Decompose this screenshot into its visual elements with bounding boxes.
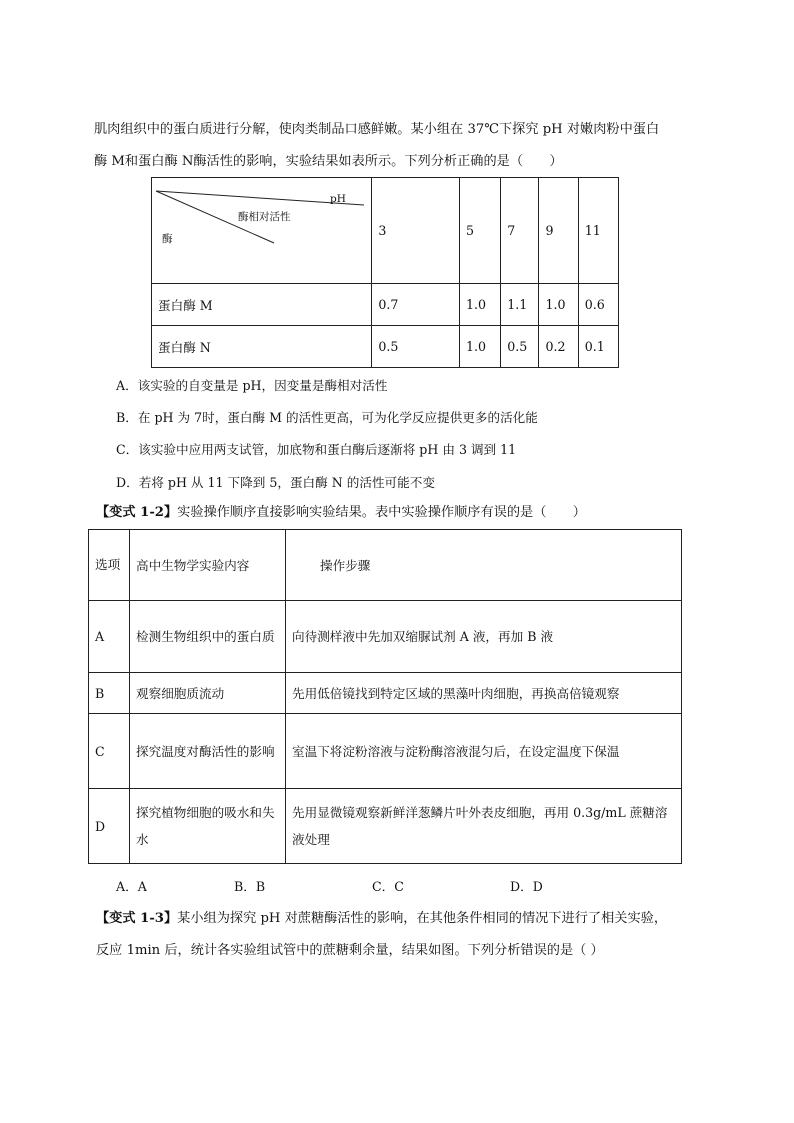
header-content: 高中生物学实验内容 <box>130 530 286 601</box>
table-cell: 0.5 <box>501 326 539 368</box>
table-cell: 1.0 <box>459 284 500 326</box>
table-cell: 0.2 <box>539 326 578 368</box>
q1-option-d: D．若将 pH 从 11 下降到 5，蛋白酶 N 的活性可能不变 <box>116 475 435 490</box>
row-content: 探究植物细胞的吸水和失水 <box>130 789 286 864</box>
ph-header-9: 9 <box>539 178 578 284</box>
row-option: D <box>89 789 130 864</box>
table-row <box>152 284 619 326</box>
answer-a: A．A <box>116 879 147 894</box>
table-cell: 0.5 <box>372 326 460 368</box>
ph-header-3: 3 <box>372 178 460 284</box>
q3-line-1 <box>96 908 667 930</box>
row-content: 探究温度对酶活性的影响 <box>130 714 286 789</box>
table-row <box>89 789 682 864</box>
row-steps: 向待测样液中先加双缩脲试剂 A 液，再加 B 液 <box>286 601 682 673</box>
q2-stem <box>96 502 586 524</box>
answer-d: D．D <box>510 879 543 894</box>
table-cell: 1.0 <box>459 326 500 368</box>
ph-header-5: 5 <box>459 178 500 284</box>
row-option: C <box>89 714 130 789</box>
row-option: B <box>89 673 130 714</box>
table-cell: 1.0 <box>539 284 578 326</box>
intro-line-2: 酶 M和蛋白酶 N酶活性的影响，实验结果如表所示。下列分析正确的是（ ） <box>94 154 563 169</box>
table-row <box>89 714 682 789</box>
q3-line-2: 反应 1min 后，统计各实验组试管中的蔗糖剩余量，结果如图。下列分析错误的是（ ） <box>96 943 604 958</box>
row-steps: 先用显微镜观察新鲜洋葱鳞片叶外表皮细胞，再用 0.3g/mL 蔗糖溶液处理 <box>286 789 682 864</box>
row-content: 观察细胞质流动 <box>130 673 286 714</box>
row-label: 蛋白酶 N <box>152 326 372 368</box>
row-content: 检测生物组织中的蛋白质 <box>130 601 286 673</box>
answer-c: C．C <box>372 879 404 894</box>
q1-option-c: C．该实验中应用两支试管，加底物和蛋白酶后逐渐将 pH 由 3 调到 11 <box>116 442 517 457</box>
ph-header-7: 7 <box>501 178 539 284</box>
table-row <box>152 326 619 368</box>
row-steps: 先用低倍镜找到特定区域的黑藻叶肉细胞，再换高倍镜观察 <box>286 673 682 714</box>
q2-tag: 【变式 1-2】 <box>96 505 178 520</box>
table-cell: 0.1 <box>578 326 618 368</box>
table-cell: 1.1 <box>501 284 539 326</box>
q1-option-a: A．该实验的自变量是 pH，因变量是酶相对活性 <box>116 378 388 393</box>
ph-header-11: 11 <box>578 178 618 284</box>
q1-option-b: B．在 pH 为 7时，蛋白酶 M 的活性更高，可为化学反应提供更多的活化能 <box>116 410 538 425</box>
table-row <box>89 601 682 673</box>
answer-b: B．B <box>234 879 266 894</box>
header-option: 选项 <box>89 530 130 601</box>
enzyme-diag-label: 酶 <box>162 232 173 245</box>
table-cell: 0.6 <box>578 284 618 326</box>
header-steps: 操作步骤 <box>286 530 682 601</box>
enzyme-activity-table <box>151 177 619 368</box>
ph-diag-label: pH <box>330 192 346 205</box>
row-steps: 室温下将淀粉溶液与淀粉酶溶液混匀后，在设定温度下保温 <box>286 714 682 789</box>
diagonal-header-cell <box>152 178 372 284</box>
table-row <box>89 673 682 714</box>
experiment-order-table <box>88 529 682 864</box>
activity-diag-label: 酶相对活性 <box>238 210 291 223</box>
table-cell: 0.7 <box>372 284 460 326</box>
row-option: A <box>89 601 130 673</box>
intro-line-1: 肌肉组织中的蛋白质进行分解，使肉类制品口感鲜嫩。某小组在 37℃下探究 pH 对嫩肉粉中蛋白 <box>94 122 660 137</box>
row-label: 蛋白酶 M <box>152 284 372 326</box>
q3-tag: 【变式 1-3】 <box>96 911 178 926</box>
q2-text: 实验操作顺序直接影响实验结果。表中实验操作顺序有误的是（ ） <box>177 505 586 520</box>
q3-text-1: 某小组为探究 pH 对蔗糖酶活性的影响，在其他条件相同的情况下进行了相关实验， <box>177 911 668 926</box>
